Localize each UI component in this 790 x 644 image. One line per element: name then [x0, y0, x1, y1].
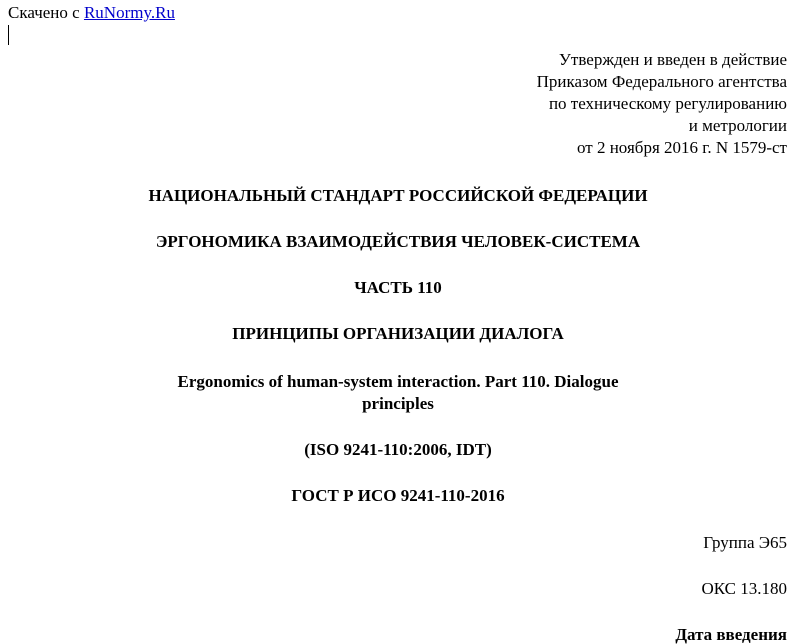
approval-line-1: Утвержден и введен в действие	[558, 50, 787, 69]
national-standard-title: НАЦИОНАЛЬНЫЙ СТАНДАРТ РОССИЙСКОЙ ФЕДЕРАЦИИ	[148, 186, 648, 205]
subject-title: ЭРГОНОМИКА ВЗАИМОДЕЙСТВИЯ ЧЕЛОВЕК-СИСТЕМА	[155, 232, 641, 251]
introduction-date-label: Дата введения	[675, 625, 787, 644]
approval-block	[537, 49, 787, 159]
part-title: ЧАСТЬ 110	[354, 278, 442, 297]
principles-title: ПРИНЦИПЫ ОРГАНИЗАЦИИ ДИАЛОГА	[232, 324, 564, 343]
text-cursor	[8, 25, 9, 45]
oks-code: ОКС 13.180	[701, 579, 787, 598]
downloaded-from-text: Скачено с	[8, 3, 84, 22]
gost-designation: ГОСТ Р ИСО 9241-110-2016	[291, 486, 505, 505]
english-title	[0, 371, 790, 415]
approval-line-2: Приказом Федерального агентства	[536, 72, 787, 91]
approval-line-5: от 2 ноября 2016 г. N 1579-ст	[577, 138, 787, 157]
download-source-line	[8, 3, 175, 22]
iso-reference: (ISO 9241-110:2006, IDT)	[304, 440, 492, 459]
english-title-line-1: Ergonomics of human-system interaction. Part 110. Dialogue	[177, 372, 619, 391]
runormy-link[interactable]: RuNormy.Ru	[83, 3, 175, 22]
approval-line-3: по техническому регулированию	[548, 94, 787, 113]
english-title-line-2: principles	[362, 394, 434, 413]
approval-line-4: и метрологии	[688, 116, 787, 135]
group-code: Группа Э65	[703, 533, 787, 552]
